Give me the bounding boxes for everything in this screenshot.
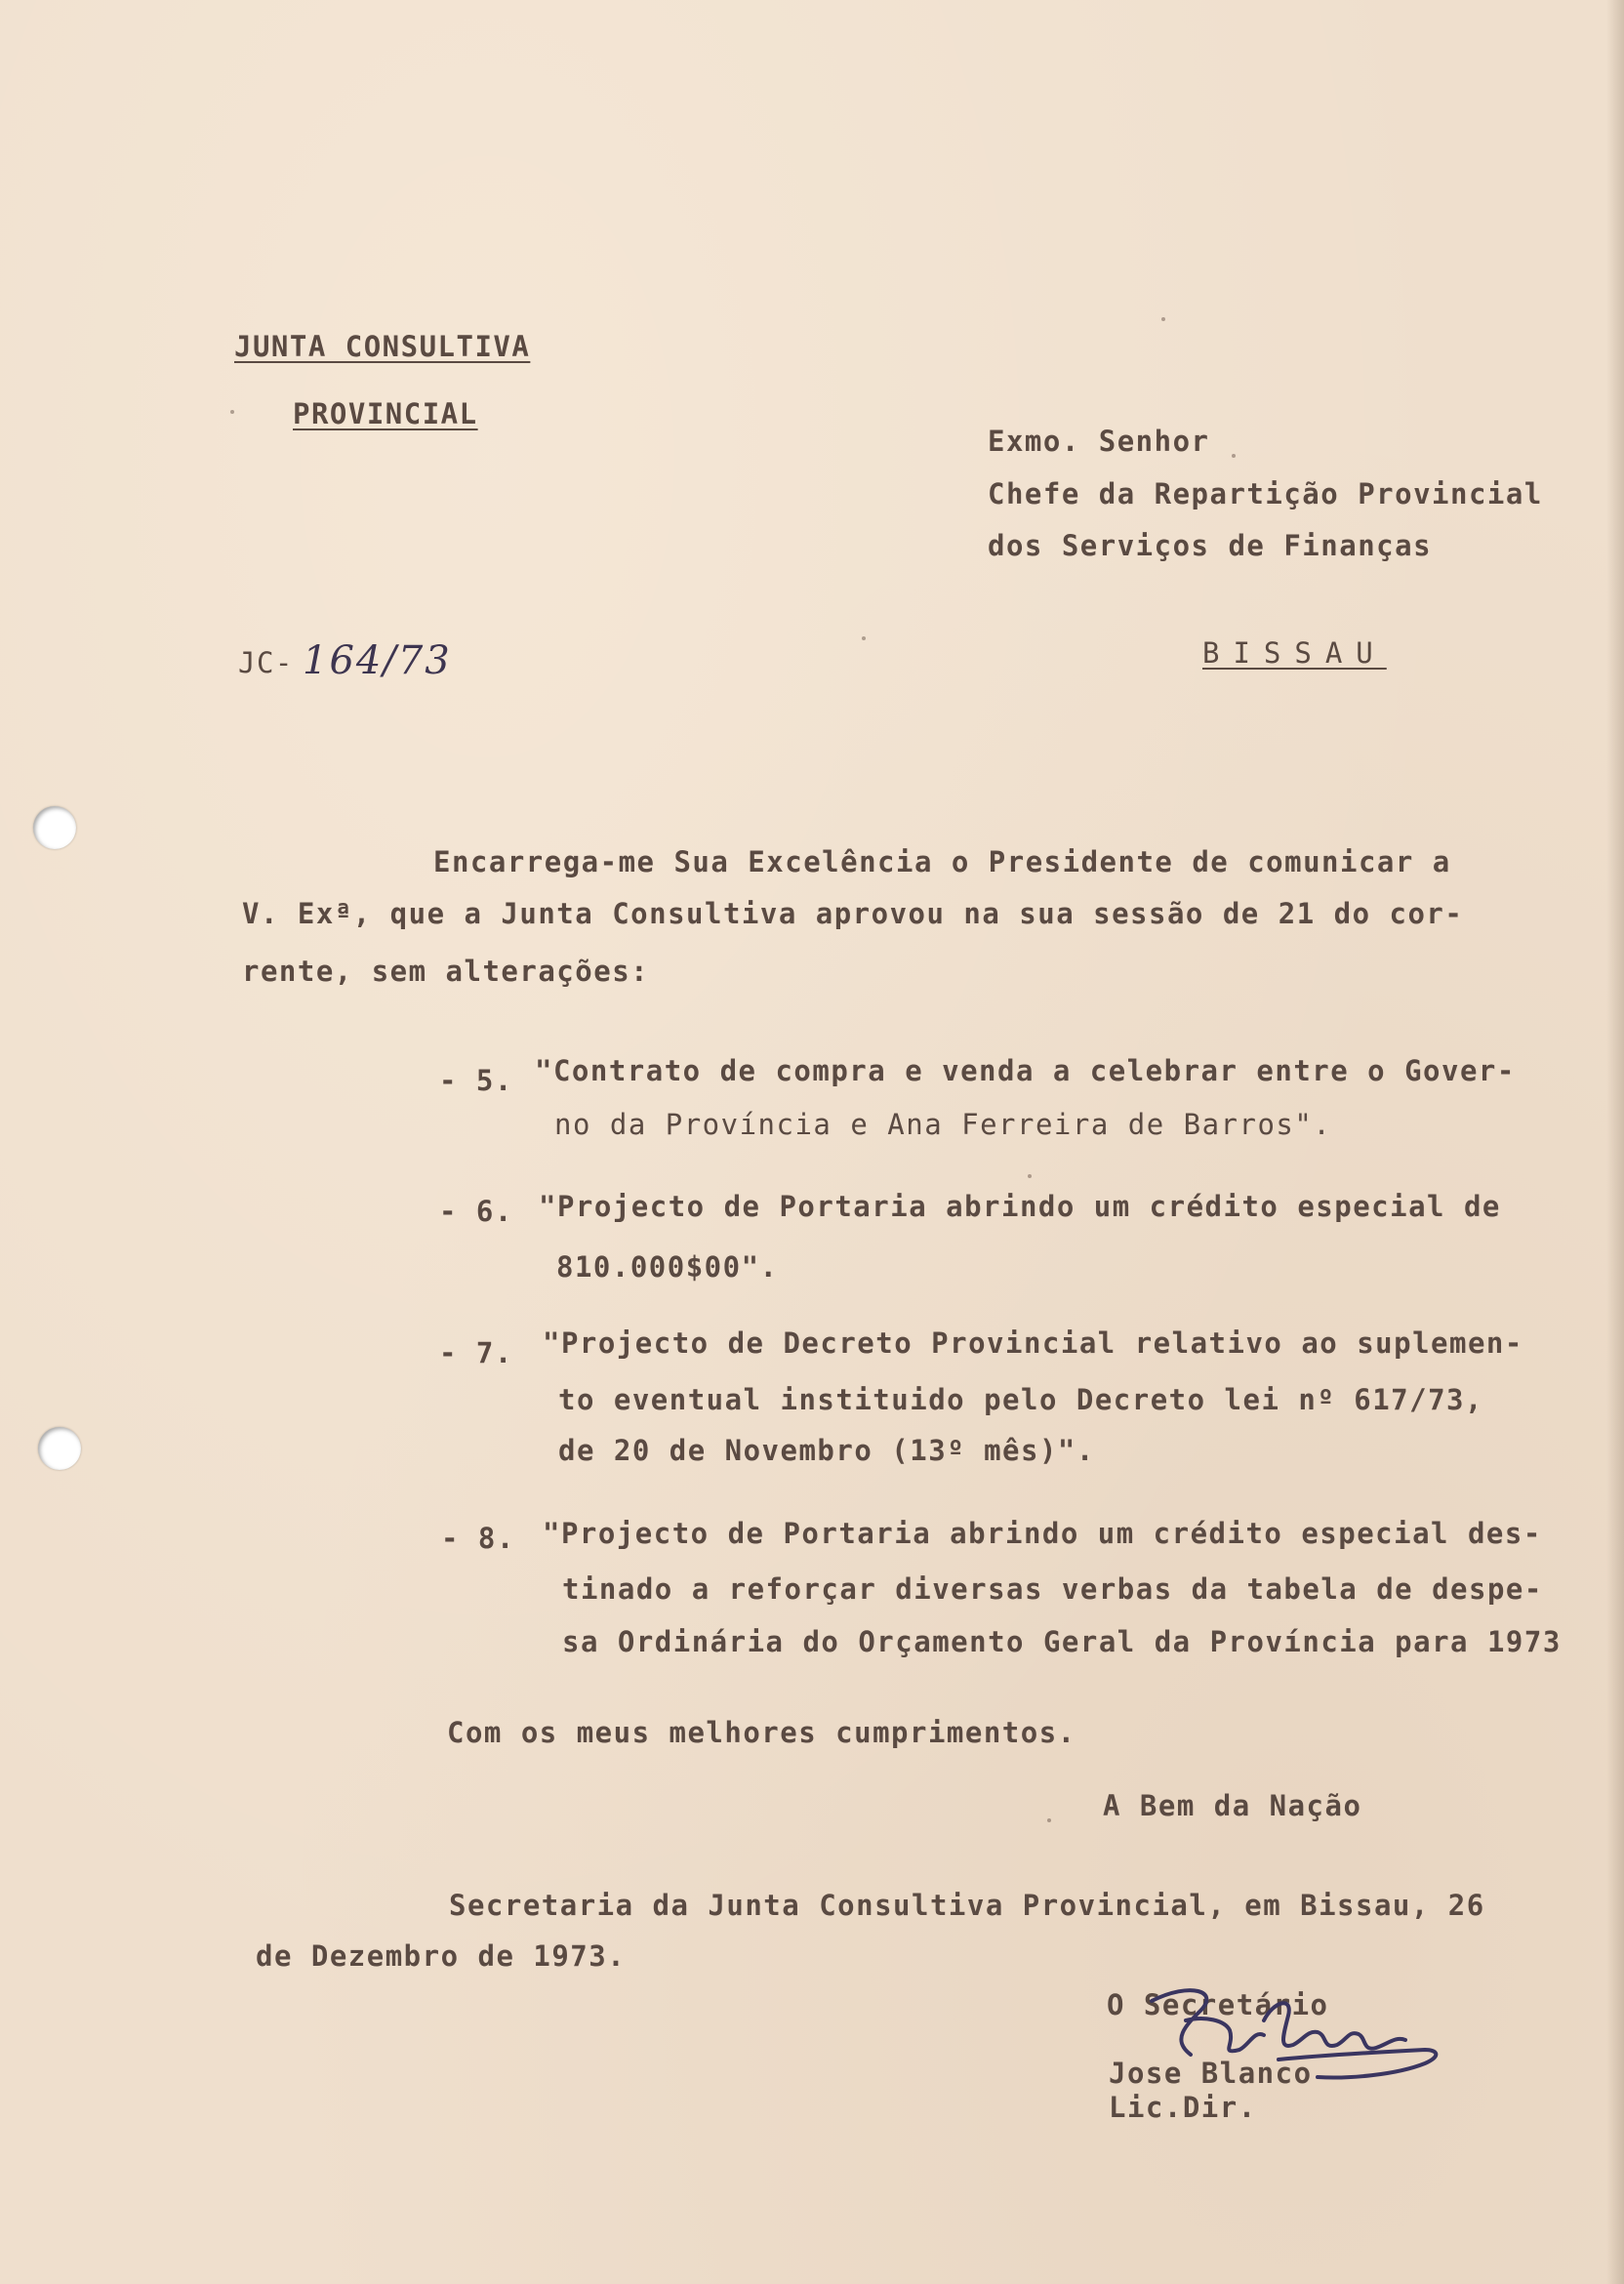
paper-speck: [1232, 454, 1236, 458]
paper-speck: [230, 410, 234, 414]
item-text-line: tinado a reforçar diversas verbas da tabela de despe-: [562, 1572, 1543, 1606]
page-edge-shadow: [1606, 0, 1624, 2284]
reference-number-handwritten: 164/73: [303, 638, 452, 683]
item-text-line: de 20 de Novembro (13º mês)".: [558, 1434, 1095, 1467]
item-text-line: 810.000$00".: [556, 1250, 779, 1284]
item-text-line: sa Ordinária do Orçamento Geral da Província para 1973: [562, 1625, 1562, 1658]
place-date-line2: de Dezembro de 1973.: [256, 1939, 627, 1973]
org-name-line2: PROVINCIAL: [293, 397, 478, 430]
item-text-line: no da Província e Ana Ferreira de Barros".: [554, 1108, 1332, 1141]
intro-line2: V. Exª, que a Junta Consultiva aprovou na sua sessão de 21 do cor-: [242, 897, 1464, 930]
item-text-line: to eventual instituido pelo Decreto lei nº 617/73,: [558, 1383, 1483, 1416]
paper-speck: [1047, 1818, 1051, 1822]
item-text-line: "Projecto de Decreto Provincial relativo ao suplemen-: [543, 1326, 1523, 1360]
paper-speck: [1028, 1174, 1032, 1178]
item-number: - 5.: [439, 1064, 513, 1097]
salutation: A Bem da Nação: [1103, 1789, 1362, 1822]
paper-speck: [1161, 317, 1165, 321]
signatory-name: Jose Blanco: [1109, 2057, 1313, 2090]
addressee-line2: Chefe da Repartição Provincial: [988, 477, 1543, 510]
item-number: - 6.: [439, 1195, 513, 1228]
closing-greeting: Com os meus melhores cumprimentos.: [447, 1716, 1076, 1749]
item-text-line: "Projecto de Portaria abrindo um crédito especial des-: [543, 1517, 1542, 1550]
signatory-title: O Secretário: [1107, 1988, 1329, 2021]
item-number: - 7.: [439, 1336, 513, 1369]
punch-hole-bottom: [38, 1427, 81, 1470]
intro-line3: rente, sem alterações:: [242, 955, 650, 988]
org-name-line1: JUNTA CONSULTIVA: [234, 330, 531, 363]
addressee-line3: dos Serviços de Finanças: [988, 529, 1433, 562]
addressee-city: BISSAU: [1202, 636, 1387, 670]
item-number: - 8.: [441, 1522, 515, 1555]
item-text-line: "Contrato de compra e venda a celebrar entre o Gover-: [535, 1054, 1516, 1087]
signatory-credential: Lic.Dir.: [1109, 2091, 1257, 2124]
intro-line1: Encarrega-me Sua Excelência o Presidente de comunicar a: [433, 845, 1451, 878]
addressee-line1: Exmo. Senhor: [988, 425, 1210, 458]
paper-speck: [862, 636, 866, 640]
place-date-line1: Secretaria da Junta Consultiva Provincial, em Bissau, 26: [449, 1889, 1485, 1922]
item-text-line: "Projecto de Portaria abrindo um crédito especial de: [539, 1190, 1501, 1223]
reference-prefix: JC-: [238, 646, 294, 679]
punch-hole-top: [33, 806, 76, 849]
